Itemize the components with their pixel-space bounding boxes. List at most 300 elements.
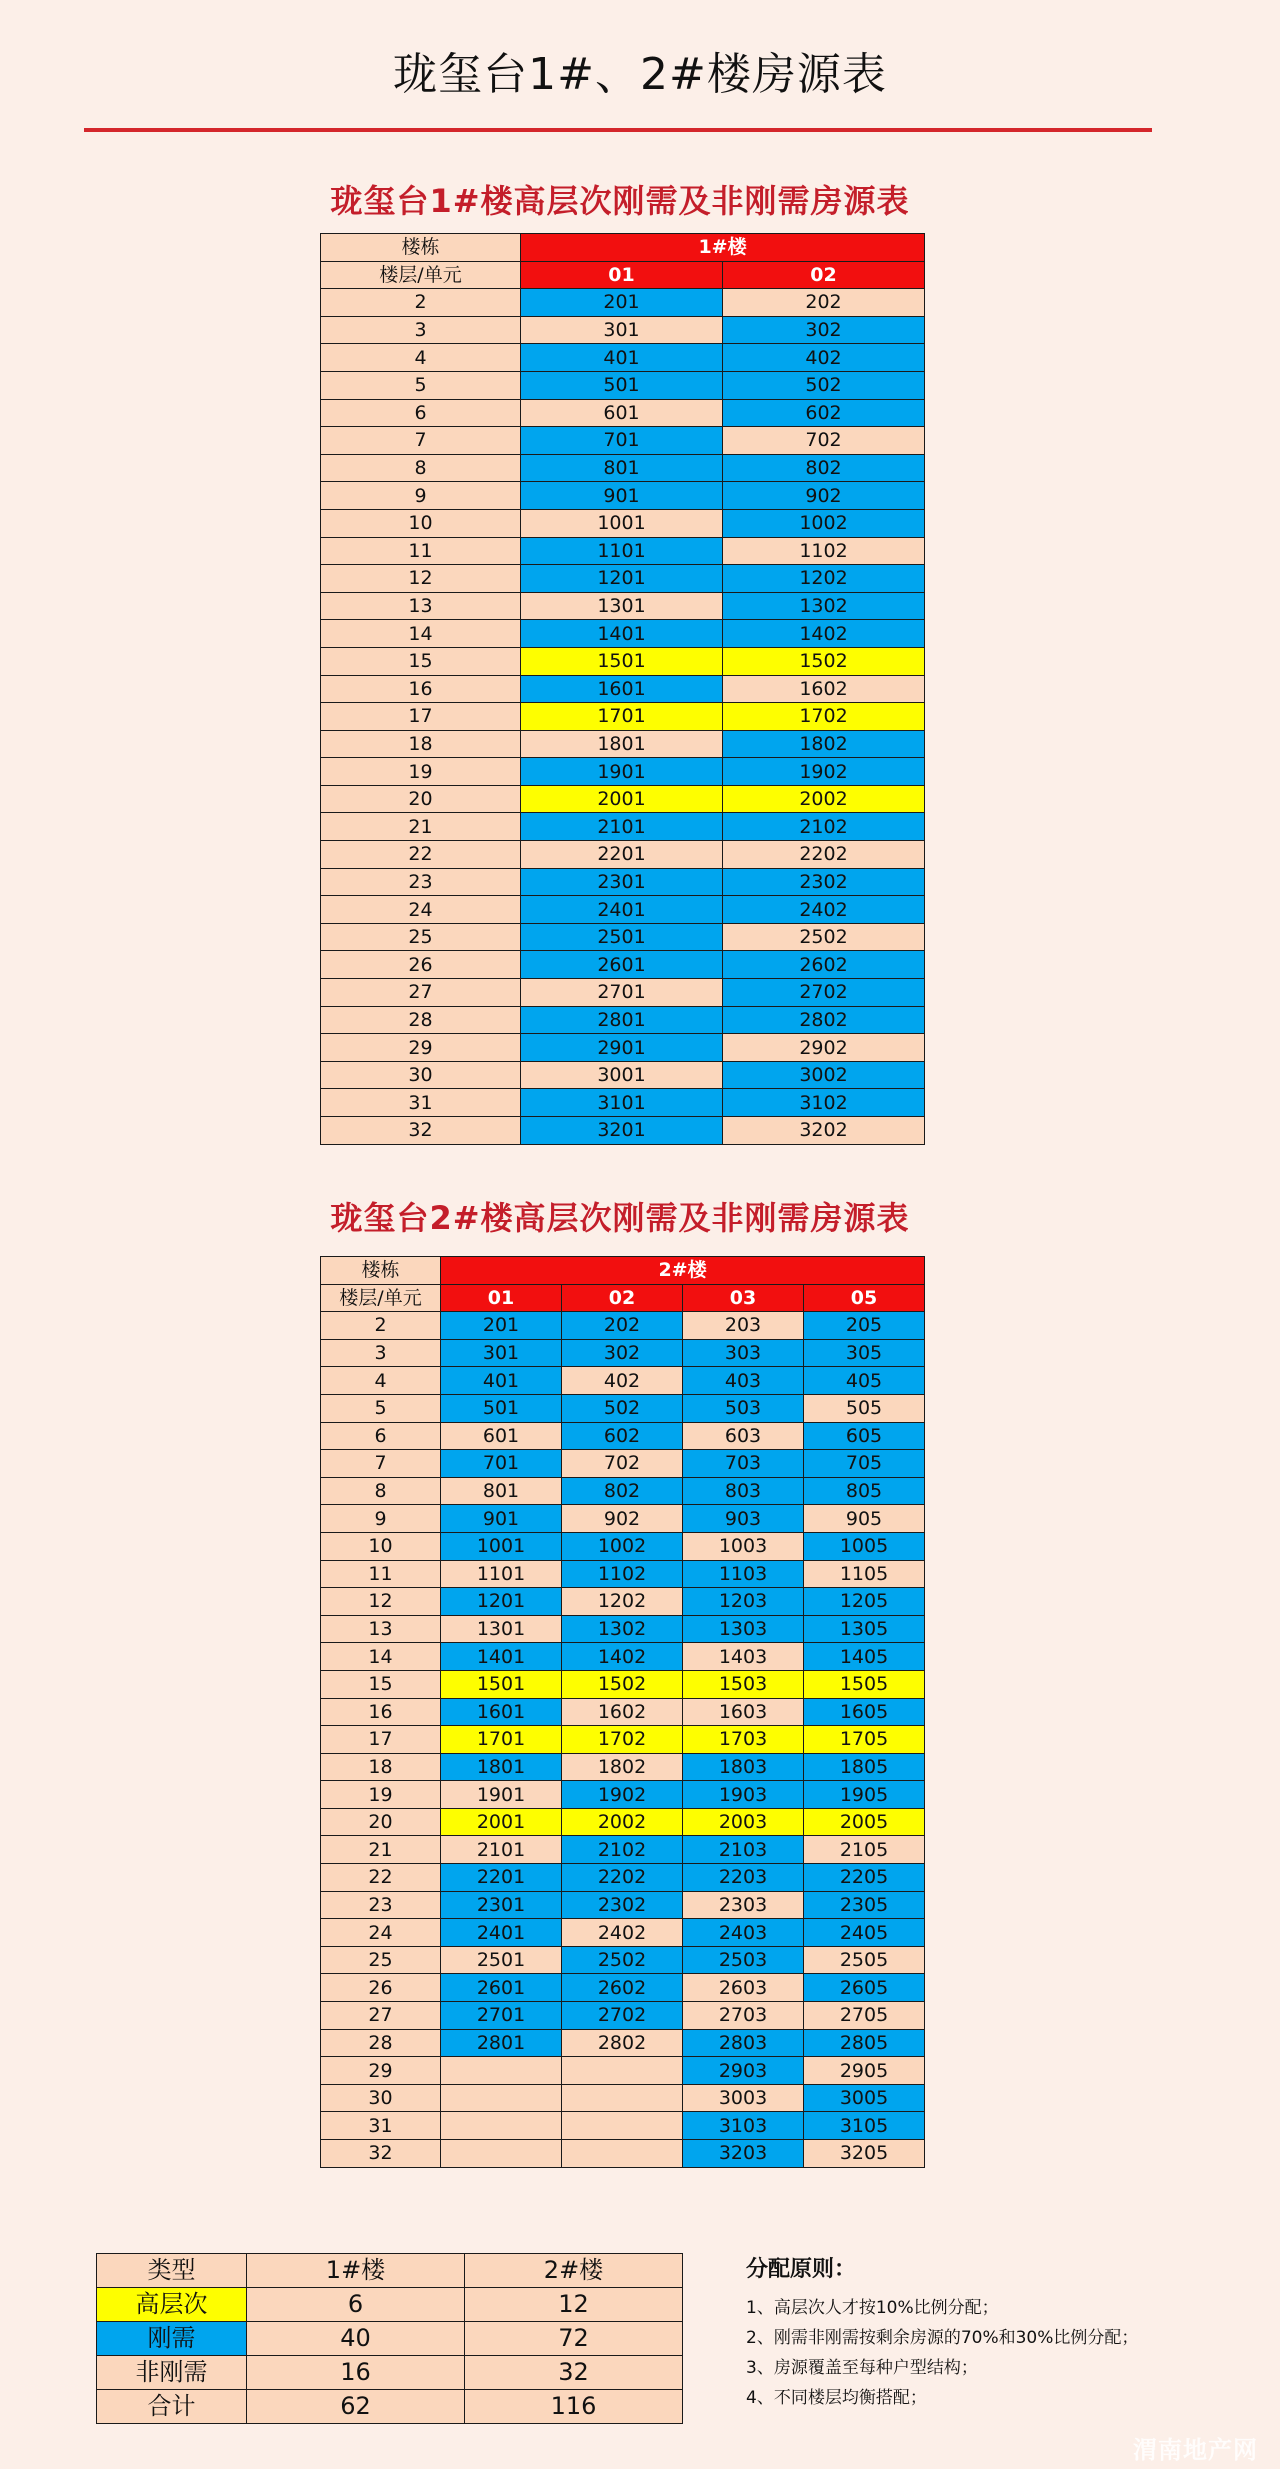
room-cell — [562, 2140, 683, 2168]
room-cell: 2103 — [683, 1836, 804, 1864]
table-row — [321, 730, 925, 758]
room-cell: 2701 — [441, 2002, 562, 2030]
floor-number: 23 — [321, 868, 521, 896]
room-cell: 2405 — [804, 1919, 925, 1947]
room-cell: 701 — [521, 427, 723, 455]
table-row — [321, 785, 925, 813]
room-cell: 2302 — [723, 868, 925, 896]
floor-number: 2 — [321, 289, 521, 317]
room-cell: 302 — [723, 316, 925, 344]
room-cell: 1405 — [804, 1643, 925, 1671]
floor-number: 28 — [321, 1006, 521, 1034]
room-cell: 502 — [723, 371, 925, 399]
floor-number: 25 — [321, 923, 521, 951]
room-cell: 301 — [441, 1339, 562, 1367]
room-cell: 2201 — [521, 841, 723, 869]
unit-header: 03 — [683, 1284, 804, 1312]
table-row — [321, 1532, 925, 1560]
room-cell: 1101 — [441, 1560, 562, 1588]
table-row — [321, 1006, 925, 1034]
table-row — [321, 2002, 925, 2030]
floor-number: 7 — [321, 427, 521, 455]
room-cell: 205 — [804, 1312, 925, 1340]
floor-number: 32 — [321, 1117, 521, 1145]
room-cell: 1902 — [562, 1781, 683, 1809]
room-cell: 3105 — [804, 2112, 925, 2140]
table-row — [321, 2029, 925, 2057]
principle-item: 1、高层次人才按10%比例分配； — [746, 2298, 999, 2318]
room-cell: 3203 — [683, 2140, 804, 2168]
summary-type: 合计 — [97, 2390, 247, 2424]
room-cell: 1002 — [562, 1532, 683, 1560]
floor-number: 21 — [321, 1836, 441, 1864]
room-cell — [441, 2140, 562, 2168]
room-cell: 405 — [804, 1367, 925, 1395]
building-label: 楼栋 — [321, 1257, 441, 1285]
floor-number: 5 — [321, 1394, 441, 1422]
room-cell: 1702 — [723, 703, 925, 731]
room-cell: 201 — [521, 289, 723, 317]
room-cell: 702 — [723, 427, 925, 455]
floor-number: 11 — [321, 1560, 441, 1588]
room-cell: 2801 — [521, 1006, 723, 1034]
summary-b1-count: 16 — [247, 2356, 465, 2390]
summary-table — [96, 2253, 683, 2424]
room-cell: 2602 — [562, 1974, 683, 2002]
floor-number: 6 — [321, 399, 521, 427]
room-cell: 805 — [804, 1477, 925, 1505]
floor-unit-label: 楼层/单元 — [321, 1284, 441, 1312]
table-row — [321, 1339, 925, 1367]
room-cell: 2202 — [562, 1864, 683, 1892]
title-divider — [84, 128, 1152, 132]
table-row — [321, 647, 925, 675]
table-row — [321, 1422, 925, 1450]
floor-number: 21 — [321, 813, 521, 841]
room-cell: 2802 — [562, 2029, 683, 2057]
room-cell: 703 — [683, 1450, 804, 1478]
room-cell: 1301 — [521, 592, 723, 620]
room-cell: 2801 — [441, 2029, 562, 2057]
floor-number: 4 — [321, 1367, 441, 1395]
room-cell: 1602 — [562, 1698, 683, 1726]
table-row — [321, 758, 925, 786]
unit-header: 02 — [723, 261, 925, 289]
floor-number: 23 — [321, 1891, 441, 1919]
room-cell: 2301 — [441, 1891, 562, 1919]
table-row — [321, 1946, 925, 1974]
room-cell: 605 — [804, 1422, 925, 1450]
room-cell: 601 — [441, 1422, 562, 1450]
room-cell: 1402 — [723, 620, 925, 648]
table-row — [321, 1643, 925, 1671]
room-cell: 2705 — [804, 2002, 925, 2030]
floor-number: 14 — [321, 620, 521, 648]
room-cell: 2905 — [804, 2057, 925, 2085]
room-cell: 2001 — [521, 785, 723, 813]
room-cell: 2802 — [723, 1006, 925, 1034]
floor-number: 32 — [321, 2140, 441, 2168]
table-row — [321, 1117, 925, 1145]
summary-row — [97, 2322, 683, 2356]
room-cell: 1605 — [804, 1698, 925, 1726]
summary-b2-count: 116 — [465, 2390, 683, 2424]
room-cell: 803 — [683, 1477, 804, 1505]
floor-number: 2 — [321, 1312, 441, 1340]
table-row — [321, 537, 925, 565]
room-cell: 2002 — [562, 1808, 683, 1836]
room-cell: 1905 — [804, 1781, 925, 1809]
floor-number: 19 — [321, 1781, 441, 1809]
table-row — [321, 1312, 925, 1340]
floor-number: 8 — [321, 1477, 441, 1505]
building1-section-title: 珑玺台1#楼高层次刚需及非刚需房源表 — [330, 182, 910, 220]
table-row — [321, 813, 925, 841]
floor-number: 24 — [321, 896, 521, 924]
table-row — [321, 1061, 925, 1089]
table-row — [321, 1808, 925, 1836]
room-cell: 403 — [683, 1367, 804, 1395]
table-row — [321, 1367, 925, 1395]
room-cell: 1105 — [804, 1560, 925, 1588]
room-cell: 1202 — [723, 565, 925, 593]
room-cell: 3001 — [521, 1061, 723, 1089]
room-cell: 2102 — [723, 813, 925, 841]
floor-number: 19 — [321, 758, 521, 786]
room-cell: 2301 — [521, 868, 723, 896]
room-cell: 1502 — [723, 647, 925, 675]
table-row — [321, 2057, 925, 2085]
room-cell: 2102 — [562, 1836, 683, 1864]
room-cell: 1501 — [521, 647, 723, 675]
table-row — [321, 344, 925, 372]
floor-number: 24 — [321, 1919, 441, 1947]
table-row — [321, 316, 925, 344]
room-cell: 801 — [521, 454, 723, 482]
unit-header: 01 — [441, 1284, 562, 1312]
room-cell: 3003 — [683, 2084, 804, 2112]
floor-number: 31 — [321, 1089, 521, 1117]
floor-number: 18 — [321, 730, 521, 758]
table-row — [321, 1034, 925, 1062]
room-cell: 1701 — [441, 1726, 562, 1754]
room-cell: 2902 — [723, 1034, 925, 1062]
room-cell: 1505 — [804, 1670, 925, 1698]
room-cell: 1302 — [562, 1615, 683, 1643]
room-cell: 2803 — [683, 2029, 804, 2057]
room-cell: 1102 — [723, 537, 925, 565]
room-cell: 402 — [723, 344, 925, 372]
room-cell: 203 — [683, 1312, 804, 1340]
summary-header-type: 类型 — [97, 2254, 247, 2288]
table-row — [321, 1670, 925, 1698]
unit-header: 02 — [562, 1284, 683, 1312]
room-cell: 1302 — [723, 592, 925, 620]
room-cell: 302 — [562, 1339, 683, 1367]
room-cell: 501 — [521, 371, 723, 399]
table-row — [321, 1836, 925, 1864]
room-cell: 2403 — [683, 1919, 804, 1947]
floor-number: 13 — [321, 592, 521, 620]
room-cell: 1803 — [683, 1753, 804, 1781]
table-row — [321, 1919, 925, 1947]
floor-number: 3 — [321, 1339, 441, 1367]
room-cell: 1501 — [441, 1670, 562, 1698]
floor-number: 4 — [321, 344, 521, 372]
room-cell: 1901 — [521, 758, 723, 786]
room-cell: 1005 — [804, 1532, 925, 1560]
principle-item: 2、刚需非刚需按剩余房源的70%和30%比例分配； — [746, 2328, 1139, 2348]
room-cell: 1001 — [441, 1532, 562, 1560]
floor-number: 11 — [321, 537, 521, 565]
room-cell: 303 — [683, 1339, 804, 1367]
room-cell: 2603 — [683, 1974, 804, 2002]
room-cell — [562, 2084, 683, 2112]
table-row — [321, 1698, 925, 1726]
room-cell: 1805 — [804, 1753, 925, 1781]
floor-number: 10 — [321, 1532, 441, 1560]
floor-number: 7 — [321, 1450, 441, 1478]
room-cell: 1701 — [521, 703, 723, 731]
room-cell: 1201 — [521, 565, 723, 593]
floor-number: 13 — [321, 1615, 441, 1643]
table-row — [321, 1560, 925, 1588]
room-cell: 503 — [683, 1394, 804, 1422]
room-cell: 1401 — [441, 1643, 562, 1671]
table-row — [321, 979, 925, 1007]
summary-b2-count: 72 — [465, 2322, 683, 2356]
summary-type: 非刚需 — [97, 2356, 247, 2390]
room-cell: 701 — [441, 1450, 562, 1478]
floor-number: 3 — [321, 316, 521, 344]
room-cell: 3102 — [723, 1089, 925, 1117]
room-cell: 2501 — [441, 1946, 562, 1974]
room-cell: 2903 — [683, 2057, 804, 2085]
room-cell: 1102 — [562, 1560, 683, 1588]
table-row — [321, 2140, 925, 2168]
room-cell: 902 — [723, 482, 925, 510]
floor-number: 16 — [321, 1698, 441, 1726]
room-cell: 802 — [723, 454, 925, 482]
room-cell: 201 — [441, 1312, 562, 1340]
room-cell: 801 — [441, 1477, 562, 1505]
floor-number: 31 — [321, 2112, 441, 2140]
room-cell: 2505 — [804, 1946, 925, 1974]
room-cell: 602 — [723, 399, 925, 427]
allocation-principles — [746, 2252, 1266, 2413]
summary-b1-count: 40 — [247, 2322, 465, 2356]
table-row — [321, 1089, 925, 1117]
room-cell: 1103 — [683, 1560, 804, 1588]
floor-number: 30 — [321, 2084, 441, 2112]
room-cell: 2402 — [562, 1919, 683, 1947]
room-cell: 2305 — [804, 1891, 925, 1919]
room-cell — [562, 2057, 683, 2085]
room-cell: 705 — [804, 1450, 925, 1478]
floor-number: 22 — [321, 841, 521, 869]
room-cell: 802 — [562, 1477, 683, 1505]
room-cell: 1403 — [683, 1643, 804, 1671]
room-cell: 1101 — [521, 537, 723, 565]
floor-number: 25 — [321, 1946, 441, 1974]
room-cell — [441, 2112, 562, 2140]
room-cell: 2302 — [562, 1891, 683, 1919]
summary-header-b1: 1#楼 — [247, 2254, 465, 2288]
room-cell: 1502 — [562, 1670, 683, 1698]
floor-number: 15 — [321, 647, 521, 675]
table-row — [321, 1588, 925, 1616]
building-name: 1#楼 — [521, 234, 925, 262]
room-cell: 2701 — [521, 979, 723, 1007]
room-cell: 1901 — [441, 1781, 562, 1809]
table-row — [321, 620, 925, 648]
table-row — [321, 923, 925, 951]
room-cell: 3201 — [521, 1117, 723, 1145]
room-cell: 3101 — [521, 1089, 723, 1117]
room-cell: 305 — [804, 1339, 925, 1367]
summary-type: 高层次 — [97, 2288, 247, 2322]
floor-number: 22 — [321, 1864, 441, 1892]
room-cell — [441, 2084, 562, 2112]
table-row — [321, 1753, 925, 1781]
room-cell: 901 — [521, 482, 723, 510]
table-row — [321, 1864, 925, 1892]
floor-number: 26 — [321, 1974, 441, 2002]
table-row — [321, 675, 925, 703]
room-cell: 1801 — [521, 730, 723, 758]
room-cell: 2001 — [441, 1808, 562, 1836]
room-cell: 903 — [683, 1505, 804, 1533]
floor-number: 30 — [321, 1061, 521, 1089]
floor-number: 12 — [321, 1588, 441, 1616]
room-cell: 2005 — [804, 1808, 925, 1836]
room-cell: 3202 — [723, 1117, 925, 1145]
room-cell: 202 — [723, 289, 925, 317]
summary-row — [97, 2288, 683, 2322]
table-row — [321, 868, 925, 896]
unit-header: 01 — [521, 261, 723, 289]
room-cell: 2003 — [683, 1808, 804, 1836]
table-row — [321, 1726, 925, 1754]
room-cell: 2602 — [723, 951, 925, 979]
floor-number: 6 — [321, 1422, 441, 1450]
floor-number: 18 — [321, 1753, 441, 1781]
room-cell: 1402 — [562, 1643, 683, 1671]
room-cell: 902 — [562, 1505, 683, 1533]
floor-number: 20 — [321, 1808, 441, 1836]
unit-header: 05 — [804, 1284, 925, 1312]
room-cell: 1003 — [683, 1532, 804, 1560]
table-row — [321, 482, 925, 510]
room-cell: 202 — [562, 1312, 683, 1340]
room-cell: 602 — [562, 1422, 683, 1450]
summary-b1-count: 62 — [247, 2390, 465, 2424]
room-cell: 3002 — [723, 1061, 925, 1089]
building-label: 楼栋 — [321, 234, 521, 262]
floor-unit-label: 楼层/单元 — [321, 261, 521, 289]
room-cell: 3103 — [683, 2112, 804, 2140]
floor-number: 27 — [321, 979, 521, 1007]
room-cell: 1001 — [521, 509, 723, 537]
room-cell: 2605 — [804, 1974, 925, 2002]
room-cell: 1801 — [441, 1753, 562, 1781]
room-cell: 1002 — [723, 509, 925, 537]
room-cell: 1202 — [562, 1588, 683, 1616]
room-cell: 1703 — [683, 1726, 804, 1754]
room-cell: 3005 — [804, 2084, 925, 2112]
table-row — [321, 1615, 925, 1643]
floor-number: 17 — [321, 703, 521, 731]
building2-section-title: 珑玺台2#楼高层次刚需及非刚需房源表 — [330, 1199, 910, 1237]
table-row — [321, 1891, 925, 1919]
room-cell: 1503 — [683, 1670, 804, 1698]
table-row — [321, 289, 925, 317]
room-cell: 1903 — [683, 1781, 804, 1809]
table-row — [321, 399, 925, 427]
room-cell: 2501 — [521, 923, 723, 951]
room-cell: 2101 — [521, 813, 723, 841]
floor-number: 10 — [321, 509, 521, 537]
principle-item: 4、不同楼层均衡搭配； — [746, 2388, 927, 2408]
room-cell: 2601 — [441, 1974, 562, 2002]
floor-number: 26 — [321, 951, 521, 979]
room-cell: 1205 — [804, 1588, 925, 1616]
room-cell: 1303 — [683, 1615, 804, 1643]
table-row — [321, 841, 925, 869]
room-cell: 2002 — [723, 785, 925, 813]
floor-number: 12 — [321, 565, 521, 593]
room-cell: 2201 — [441, 1864, 562, 1892]
summary-b2-count: 32 — [465, 2356, 683, 2390]
room-cell: 505 — [804, 1394, 925, 1422]
table-row — [321, 1781, 925, 1809]
page-title: 珑玺台1#、2#楼房源表 — [393, 49, 887, 100]
room-cell: 702 — [562, 1450, 683, 1478]
room-cell: 2105 — [804, 1836, 925, 1864]
room-cell: 2203 — [683, 1864, 804, 1892]
room-cell: 1602 — [723, 675, 925, 703]
principle-item: 3、房源覆盖至每种户型结构； — [746, 2358, 978, 2378]
room-cell: 2502 — [723, 923, 925, 951]
room-cell: 601 — [521, 399, 723, 427]
table-row — [321, 454, 925, 482]
room-cell: 1802 — [562, 1753, 683, 1781]
floor-number: 27 — [321, 2002, 441, 2030]
building1-table — [320, 233, 925, 1145]
summary-header-b2: 2#楼 — [465, 2254, 683, 2288]
floor-number: 5 — [321, 371, 521, 399]
table-row — [321, 371, 925, 399]
room-cell: 401 — [521, 344, 723, 372]
room-cell: 1201 — [441, 1588, 562, 1616]
floor-number: 14 — [321, 1643, 441, 1671]
floor-number: 9 — [321, 482, 521, 510]
room-cell: 603 — [683, 1422, 804, 1450]
room-cell: 2601 — [521, 951, 723, 979]
room-cell: 1601 — [521, 675, 723, 703]
room-cell: 2702 — [562, 2002, 683, 2030]
table-row — [321, 1974, 925, 2002]
room-cell: 2402 — [723, 896, 925, 924]
table-row — [321, 592, 925, 620]
room-cell: 501 — [441, 1394, 562, 1422]
room-cell — [562, 2112, 683, 2140]
room-cell: 1902 — [723, 758, 925, 786]
principles-title: 分配原则： — [746, 2257, 857, 2282]
room-cell: 2401 — [441, 1919, 562, 1947]
room-cell: 2205 — [804, 1864, 925, 1892]
room-cell: 905 — [804, 1505, 925, 1533]
